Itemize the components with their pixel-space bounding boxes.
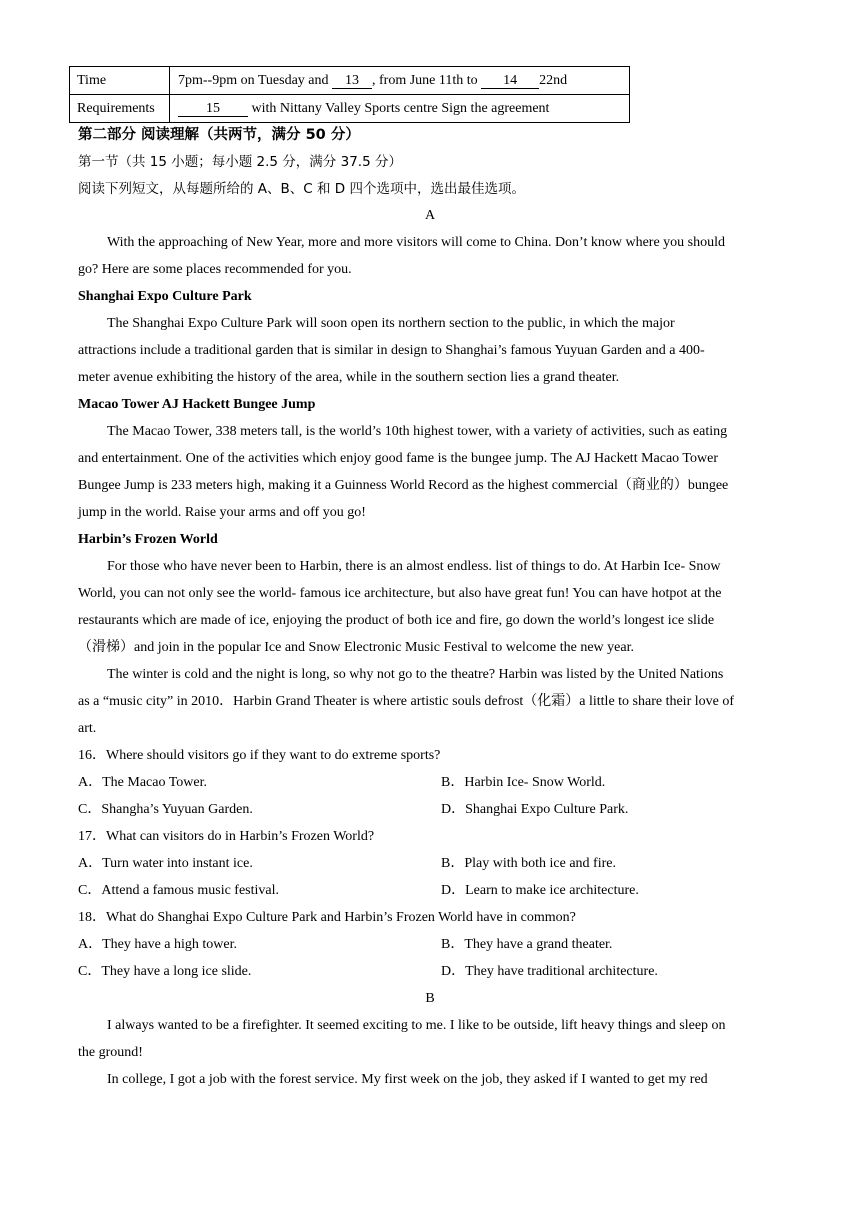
question-17: 17．What can visitors do in Harbin’s Frozen World? (78, 829, 375, 844)
option-16-d: D．Shanghai Expo Culture Park. (441, 802, 629, 817)
option-17-c: C．Attend a famous music festival. (78, 883, 280, 898)
option-16-b: B．Harbin Ice- Snow World. (441, 775, 606, 790)
info-table (69, 66, 630, 123)
paragraph-line: I always wanted to be a firefighter. It seemed exciting to me. I like to be outside, lift heavy things and sleep on (107, 1018, 726, 1033)
paragraph-line: （滑梯）and join in the popular Ice and Snow Electronic Music Festival to welcome the new year. (78, 640, 634, 655)
paragraph-line: The Macao Tower, 338 meters tall, is the world’s 10th highest tower, with a variety of activities, such as eating (107, 424, 728, 439)
option-17-d: D．Learn to make ice architecture. (441, 883, 639, 898)
section-subtitle: 第一节（共 15 小题；每小题 2.5 分，满分 37.5 分） (78, 154, 402, 170)
paragraph-line: In college, I got a job with the forest service. My first week on the job, they asked if I wanted to get my red (107, 1072, 708, 1087)
paragraph-line: For those who have never been to Harbin, there is an almost endless. list of things to do. At Harbin Ice- Snow (107, 559, 721, 574)
blank-14: 14 (481, 73, 539, 89)
option-18-c: C．They have a long ice slide. (78, 964, 252, 979)
option-17-a: A．Turn water into instant ice. (78, 856, 253, 871)
blank-15: 15 (178, 101, 248, 117)
paragraph-line: meter avenue exhibiting the history of the area, while in the southern section lies a grand theater. (78, 370, 620, 385)
option-18-b: B．They have a grand theater. (441, 937, 613, 952)
paragraph-line: Bungee Jump is 233 meters high, making it a Guinness World Record as the highest commercial（商业的）bungee (78, 478, 729, 493)
paragraph-line: art. (78, 721, 97, 736)
paragraph-line: With the approaching of New Year, more and more visitors will come to China. Don’t know where you should (107, 235, 726, 250)
paragraph-line: as a “music city” in 2010．Harbin Grand Theater is where artistic souls defrost（化霜）a little to share their love of (78, 694, 735, 709)
passage-b-label: B (425, 991, 435, 1006)
paragraph-line: the ground! (78, 1045, 143, 1060)
question-16: 16．Where should visitors go if they want to do extreme sports? (78, 748, 441, 763)
paragraph-line: The winter is cold and the night is long, so why not go to the theatre? Harbin was listed by the United Nations (107, 667, 724, 682)
heading-harbin: Harbin’s Frozen World (78, 532, 218, 547)
table-row (70, 95, 630, 123)
requirements-label: Requirements (70, 95, 170, 123)
time-label: Time (70, 67, 170, 95)
option-18-d: D．They have traditional architecture. (441, 964, 658, 979)
paragraph-line: go? Here are some places recommended for you. (78, 262, 352, 277)
paragraph-line: The Shanghai Expo Culture Park will soon open its northern section to the public, in which the major (107, 316, 675, 331)
requirements-value: 15 with Nittany Valley Sports centre Sign the agreement (170, 95, 630, 123)
blank-13: 13 (332, 73, 372, 89)
instructions: 阅读下列短文，从每题所给的 A、B、C 和 D 四个选项中，选出最佳选项。 (78, 181, 525, 197)
paragraph-line: and entertainment. One of the activities which enjoy good fame is the bungee jump. The AJ Hackett Macao Tower (78, 451, 718, 466)
heading-macao-tower: Macao Tower AJ Hackett Bungee Jump (78, 397, 316, 412)
option-18-a: A．They have a high tower. (78, 937, 238, 952)
paragraph-line: World, you can not only see the world- famous ice architecture, but also have great fun! You can have hotpot at the (78, 586, 722, 601)
paragraph-line: jump in the world. Raise your arms and off you go! (78, 505, 366, 520)
paragraph-line: attractions include a traditional garden that is similar in design to Shanghai’s famous Yuyuan Garden and a 400- (78, 343, 705, 358)
option-17-b: B．Play with both ice and fire. (441, 856, 616, 871)
question-18: 18．What do Shanghai Expo Culture Park and Harbin’s Frozen World have in common? (78, 910, 576, 925)
option-16-c: C．Shangha’s Yuyuan Garden. (78, 802, 253, 817)
passage-a-label: A (424, 208, 436, 223)
time-value: 7pm--9pm on Tuesday and 13 , from June 11th to 14 22nd (170, 67, 630, 95)
option-16-a: A．The Macao Tower. (78, 775, 208, 790)
heading-shanghai-expo: Shanghai Expo Culture Park (78, 289, 252, 304)
paragraph-line: restaurants which are made of ice, enjoying the product of both ice and fire, go down the world’s longest ice slide (78, 613, 715, 628)
table-row (70, 67, 630, 95)
section-title: 第二部分 阅读理解（共两节，满分 50 分） (78, 127, 360, 143)
